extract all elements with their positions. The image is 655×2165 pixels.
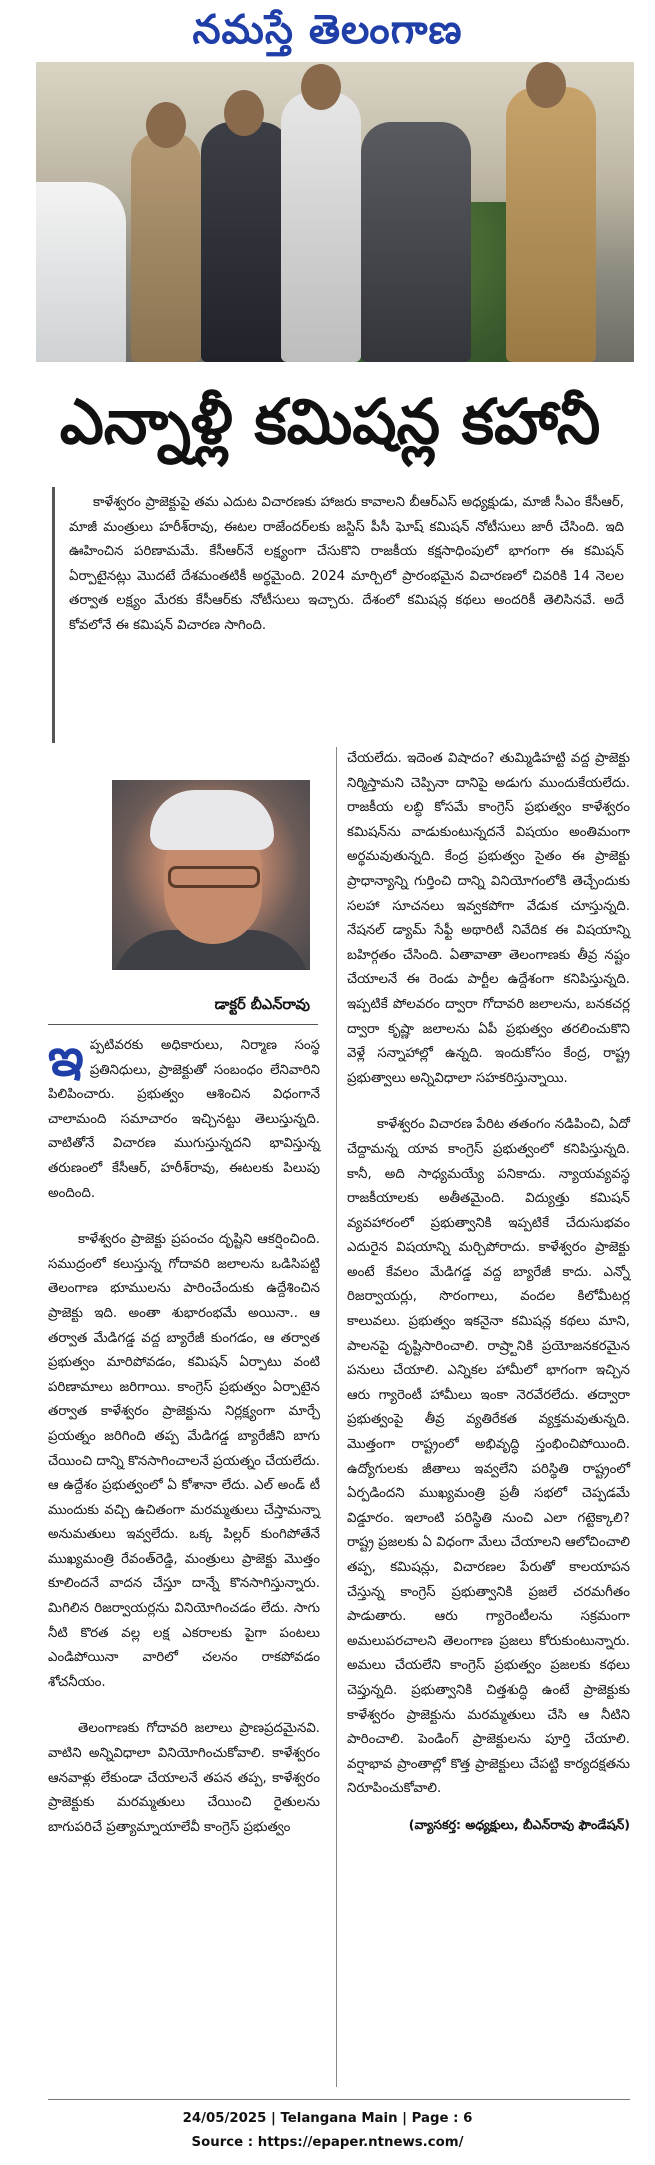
- article-right-column: [336, 747, 630, 2087]
- photo-head: [526, 62, 566, 108]
- paragraph-text: ప్పటివరకు అధికారులు, నిర్మాణ సంస్థ ప్రతినిధులు, ప్రాజెక్టుతో సంబంధం లేనివారిని పిలిపించారు. ప్రభుత్వం ఆశించిన విధంగానే చాలామంది సమాచారం ఇచ్చినట్టు తెలుస్తున్నది. వాటితోనే విచారణ ముగుస్తున్నదని భావిస్తున్న తరుణంలో కేసీఆర్, హరీశ్‌రావు, ఈటలకు పిలుపు అందింది.: [48, 1038, 320, 1201]
- news-photo: [36, 62, 634, 362]
- photo-person-2: [201, 122, 291, 362]
- article-left-column: [48, 1028, 320, 2104]
- divider: [48, 1024, 318, 1025]
- photo-person-4: [361, 122, 471, 362]
- intro-paragraph: కాళేశ్వరం ప్రాజెక్టుపై తమ ఎదుట విచారణకు హాజరు కావాలని బీఆర్ఎస్ అధ్యక్షుడు, మాజీ సీఎం కేసీఆర్, మాజీ మంత్రులు హరీశ్‌రావు, ఈటల రాజేందర్‌లకు జస్టిస్ పీసీ ఘోష్ కమిషన్ నోటీసులు జారీ చేసింది. ఇది ఊహించిన పరిణామమే. కేసీఆర్‌నే లక్ష్యంగా చేసుకొని రాజకీయ కక్షసాధింపులో భాగంగా ఈ కమిషన్ ఏర్పాటైనట్లు మొదటే దేశమంతటికీ అర్థమైంది. 2024 మార్చిలో ప్రారంభమైన విచారణలో చివరికి 14 నెలల తర్వాత లక్ష్యం మేరకు కేసీఆర్‌కు నోటీసులు ఇచ్చారు. దేశంలో కమిషన్ల కథలు అందరికీ తెలిసినవే. అదే కోవలోనే ఈ కమిషన్ విచారణ సాగింది.: [69, 495, 624, 633]
- footer-source-link[interactable]: Source : https://epaper.ntnews.com/: [191, 2135, 464, 2150]
- author-photo-hair: [150, 790, 274, 850]
- photo-car-shape: [36, 182, 126, 362]
- article-paragraph: తెలంగాణకు గోదావరి జలాలు ప్రాణప్రదమైనవి. వాటిని అన్నివిధాలా వినియోగించుకోవాలి. కాళేశ్వరం ఆనవాళ్లు లేకుండా చేయాలనే తపన తప్ప, కాళేశ్వరం ప్రాజెక్టుకు మరమ్మతులు చేయించి రైతులను బాగుపరిచే ప్రత్యామ్నాయాలేవీ కాంగ్రెస్ ప్రభుత్వం: [48, 1721, 320, 1835]
- divider: [48, 2099, 630, 2100]
- newspaper-logo: నమస్తే తెలంగాణ: [192, 7, 463, 53]
- drop-cap: ఇ: [48, 1028, 84, 1088]
- masthead: [0, 0, 655, 60]
- author-photo: [112, 780, 310, 970]
- article-headline: ఎన్నాళ్లీ కమిషన్ల కహానీ: [59, 385, 601, 458]
- article-paragraph: చేయలేదు. ఇదెంత విషాదం? తుమ్మిడిహట్టి వద్ద ప్రాజెక్టు నిర్మిస్తామని చెప్పినా దానిపై అడుగు ముందుకేయలేదు. రాజకీయ లబ్ధి కోసమే కాంగ్రెస్ ప్రభుత్వం కాళేశ్వరం కమిషన్‌ను వాడుకుంటున్నదనే విషయం అంతిమంగా అర్థమవుతున్నది. కేంద్ర ప్రభుత్వం సైతం ఈ ప్రాజెక్టు ప్రాధాన్యాన్ని గుర్తించి దాన్ని వినియోగంలోకి తెచ్చేందుకు సలహా సూచనలు ఇవ్వకపోగా వేడుక చూస్తున్నది. నేషనల్ డ్యామ్ సేఫ్టీ అథారిటీ నివేదిక ఈ విషయాన్ని బహిర్గతం చేసింది. ఏతావాతా తెలంగాణకు తీవ్ర నష్టం చేయాలనే ఈ రెండు పార్టీల ఉద్దేశంగా కనిపిస్తున్నది. ఇప్పటికే పోలవరం ద్వారా గోదావరి జలాలను, బనకచర్ల ద్వారా కృష్ణా జలాలను ఏపీ ప్రభుత్వం తరలించుకొని వెళ్లే సన్నాహాల్లో ఉన్నది. ఇందుకోసం కేంద్ర, రాష్ట్ర ప్రభుత్వాలు అన్నివిధాలా సహకరిస్తున్నాయి.: [347, 751, 630, 1086]
- article-paragraph: [48, 1028, 320, 1206]
- article-paragraph: కాళేశ్వరం ప్రాజెక్టు ప్రపంచం దృష్టిని ఆకర్షించింది. సముద్రంలో కలుస్తున్న గోదావరి జలాలను ఒడిసిపట్టి తెలంగాణ భూములను పారించేందుకు ఉద్దేశించిన ప్రాజెక్టు ఇది. అంతా శుభారంభమే అయినా.. ఆ తర్వాత మేడిగడ్డ వద్ద బ్యారేజీ కుంగడం, ఆ తర్వాత ప్రభుత్వం మారిపోవడం, కమిషన్ ఏర్పాటు వంటి పరిణామాలు జరిగాయి. కాంగ్రెస్ ప్రభుత్వం ఏర్పాటైన తర్వాత కాళేశ్వరం ప్రాజెక్టును నిర్లక్ష్యంగా మార్చే ప్రయత్నం జరిగింది తప్ప మేడిగడ్డ బ్యారేజీని బాగు చేయించి దాన్ని కొనసాగించాలనే ప్రయత్నం చేయలేదు. ఆ ఉద్దేశం ప్రభుత్వంలో ఏ కోశానా లేదు. ఎల్ అండ్ టీ ముందుకు వచ్చి ఉచితంగా మరమ్మతులు చేస్తామన్నా అనుమతులు ఇవ్వలేదు. ఒక్క పిల్లర్ కుంగిపోతేనే ముఖ్యమంత్రి రేవంత్‌రెడ్డి, మంత్రులు ప్రాజెక్టు మొత్తం కూలిందనే వాదన చేస్తూ దాన్నే కొనసాగిస్తున్నారు. మిగిలిన రిజర్వాయర్లను వినియోగించడం లేదు. సాగు నీటి కొరత వల్ల లక్ష ఎకరాలకు పైగా పంటలు ఎండిపోయినా వారిలో చలనం రాకపోవడం శోచనీయం.: [48, 1232, 320, 1690]
- author-photo-glasses: [168, 866, 260, 888]
- photo-person-3: [281, 92, 361, 362]
- photo-head: [301, 64, 341, 110]
- author-credit: (వ్యాసకర్త: అధ్యక్షులు, బీఎన్‌రావు ఫౌండేషన్): [408, 1816, 630, 1832]
- photo-head: [224, 90, 264, 136]
- footer-date-edition: 24/05/2025 | Telangana Main | Page : 6: [182, 2111, 473, 2126]
- page-footer: [0, 2107, 655, 2155]
- photo-person-5: [506, 87, 596, 362]
- photo-person-1: [131, 132, 201, 362]
- article-paragraph: కాళేశ్వరం విచారణ పేరిట తతంగం నడిపించి, ఏదో చేద్దామన్న యావ కాంగ్రెస్ ప్రభుత్వంలో కనిపిస్తున్నది. కానీ, అది సాధ్యమయ్యే పనికాదు. న్యాయవ్యవస్థ రాజకీయాలకు అతీతమైంది. విద్యుత్తు కమిషన్ వ్యవహారంలో ప్రభుత్వానికి ఇప్పటికే చేదుసుభవం ఎదురైన విషయాన్ని మర్చిపోరాదు. కాళేశ్వరం ప్రాజెక్టు అంటే కేవలం మేడిగడ్డ వద్ద బ్యారేజీ కాదు. ఎన్నో రిజర్వాయర్లు, సొరంగాలు, వందల కిలోమీటర్ల కాలువలు. ప్రభుత్వం ఇకనైనా కమిషన్ల కథలు మాని, పాలనపై దృష్టిసారించాలి. రాష్ర్టానికి ప్రయోజనకరమైన పనులు చేయాలి. ఎన్నికల హామీలో భాగంగా ఇచ్చిన ఆరు గ్యారెంటీ హామీలు ఇంకా నెరవేరలేదు. తద్వారా ప్రభుత్వంపై తీవ్ర వ్యతిరేకత వ్యక్తమవుతున్నది. మొత్తంగా రాష్ట్రంలో అభివృద్ధి స్తంభించిపోయింది. ఉద్యోగులకు జీతాలు ఇవ్వలేని పరిస్థితి రాష్ట్రంలో ఏర్పడిందని ముఖ్యమంత్రి ప్రతీ సభలో చెప్పడమే విడ్డూరం. ఇలాంటి పరిస్థితి నుంచి ఎలా గట్టెక్కాలి? రాష్ట్ర ప్రజలకు ఏ విధంగా మేలు చేయాలని ఆలోచించాలి తప్ప, కమిషన్లు, విచారణల పేరుతో కాలయాపన చేస్తున్న కాంగ్రెస్ ప్రభుత్వానికి ప్రజలే చరమగీతం పాడుతారు. ఆరు గ్యారెంటీలను సక్రమంగా అమలుపరచాలని తెలంగాణ ప్రజలు కోరుకుంటున్నారు. అమలు చేయలేని కాంగ్రెస్ ప్రభుత్వం ప్రజలకు కథలు చెప్తున్నది. ప్రభుత్వానికి చిత్తశుద్ధి ఉంటే ప్రాజెక్టుకు కాళేశ్వరం ప్రాజెక్టును మరమ్మతులు చేసి ఆ నీటిని పారించాలి. పెండింగ్ ప్రాజెక్టులను పూర్తి చేయాలి. వర్షాభావ ప్రాంతాల్లో కొత్త ప్రాజెక్టులు చేపట్టి కార్యదక్షతను నిరూపించుకోవాలి.: [347, 1117, 630, 1797]
- photo-head: [146, 102, 186, 148]
- author-byline: డాక్టర్ బీఎన్‌రావు: [214, 997, 310, 1013]
- article-intro: [52, 487, 630, 743]
